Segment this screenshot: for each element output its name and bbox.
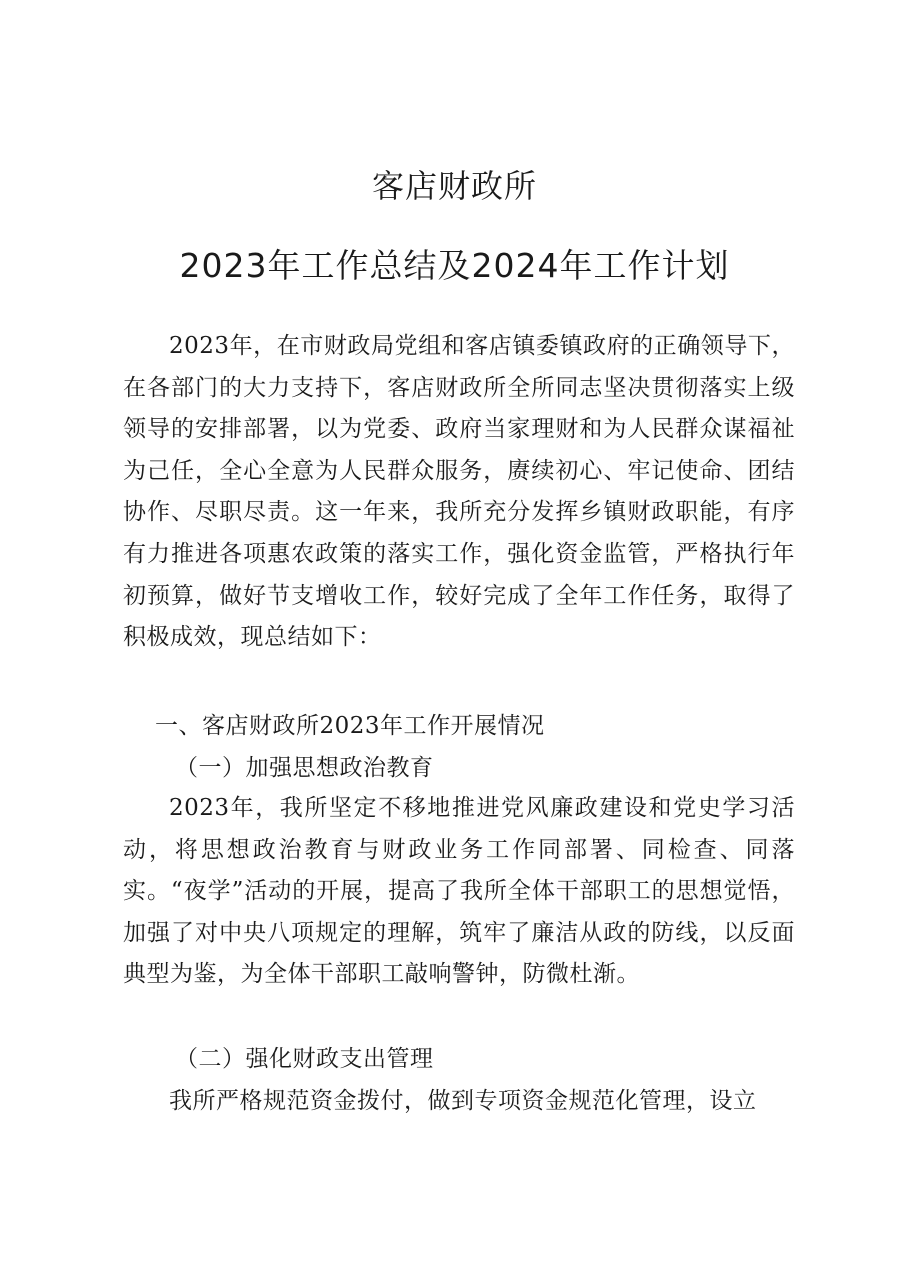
section-heading-1: 一、客店财政所2023年工作开展情况 xyxy=(155,713,545,739)
subsection-heading-1: （一）加强思想政治教育 xyxy=(175,755,434,781)
subsection-1-paragraph: 2023年，我所坚定不移地推进党风廉政建设和党史学习活动，将思想政治教育与财政业务工作同部署、同检查、同落实。“夜学”活动的开展，提高了我所全体干部职工的思想觉悟，加强了对中央八项规定的理解，筑牢了廉洁从政的防线，以反面典型为鉴，为全体干部职工敲响警钟，防微杜渐。 xyxy=(123,795,795,988)
document-title-main: 2023年工作总结及2024年工作计划 xyxy=(179,246,730,285)
intro-paragraph: 2023年，在市财政局党组和客店镇委镇政府的正确领导下，在各部门的大力支持下，客店财政所全所同志坚决贯彻落实上级领导的安排部署，以为党委、政府当家理财和为人民群众谋福祉为己任，全心全意为人民群众服务，赓续初心、牢记使命、团结协作、尽职尽责。这一年来，我所充分发挥乡镇财政职能，有序有力推进各项惠农政策的落实工作，强化资金监管，严格执行年初预算，做好节支增收工作，较好完成了全年工作任务，取得了积极成效，现总结如下： xyxy=(123,333,795,651)
subsection-heading-2: （二）强化财政支出管理 xyxy=(175,1046,434,1072)
document-title-org: 客店财政所 xyxy=(371,167,537,205)
subsection-2-paragraph: 我所严格规范资金拨付，做到专项资金规范化管理，设立 xyxy=(169,1088,757,1114)
